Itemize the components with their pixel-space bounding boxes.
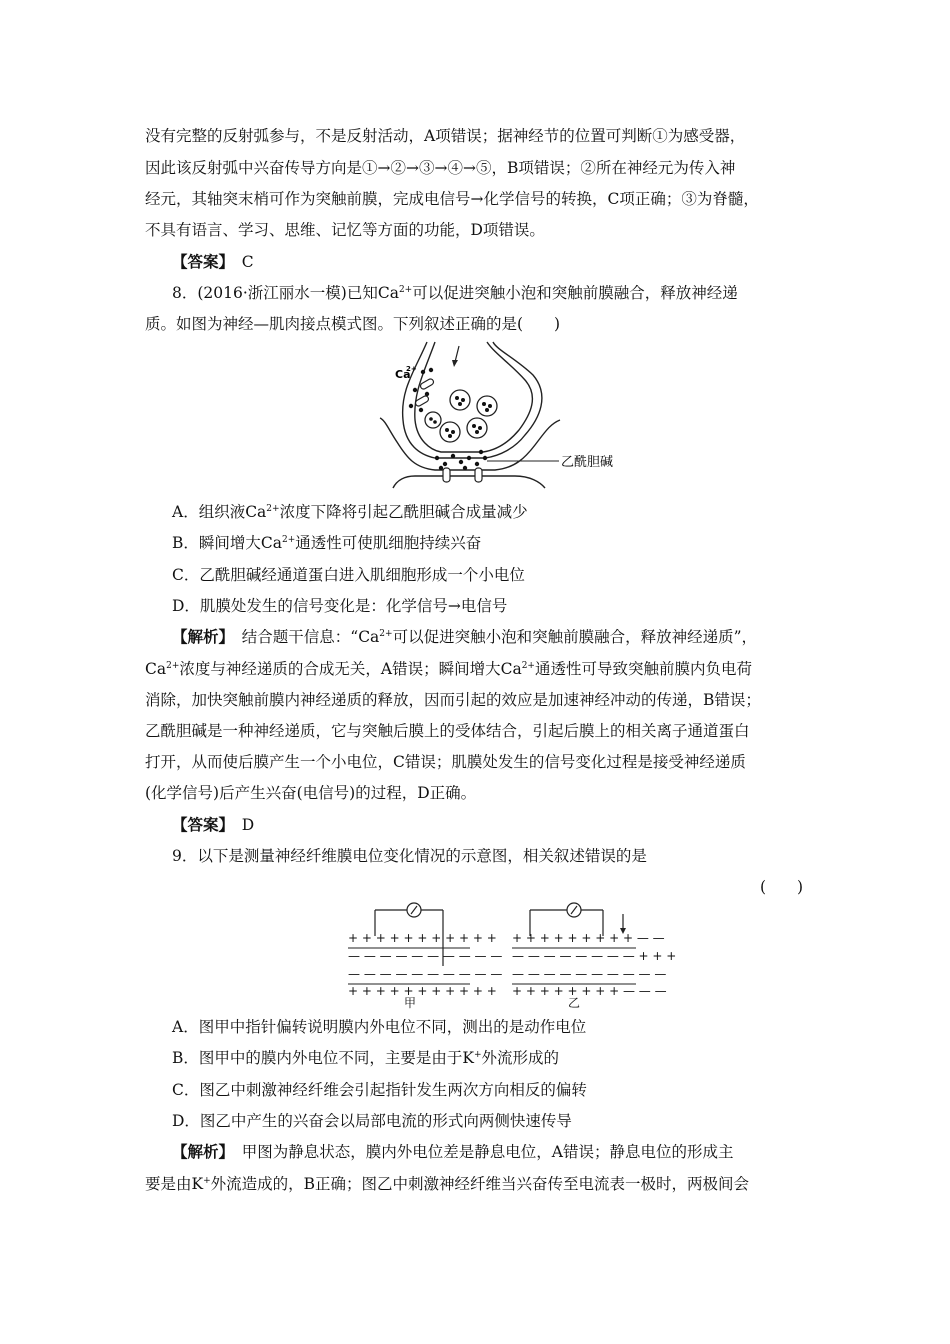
q9-stem: 9．以下是测量神经纤维膜电位变化情况的示意图，相关叙述错误的是 xyxy=(172,847,647,865)
q9-explanation-line: 要是由K+外流造成的，B正确；图乙中刺激神经纤维当兴奋传至电流表一极时，两极间会 xyxy=(145,1175,750,1193)
svg-text:+ + + + + + + + + + +: + + + + + + + + + + + xyxy=(348,984,497,998)
q8-option-d: D．肌膜处发生的信号变化是：化学信号→电信号 xyxy=(172,597,508,615)
membrane-potential-figure xyxy=(340,898,677,1010)
figure-yi xyxy=(512,903,676,1010)
answer-line xyxy=(172,252,254,272)
label-jia: 甲 xyxy=(404,996,417,1010)
svg-text:— — — — — — — — — —: — — — — — — — — — — xyxy=(512,967,667,981)
svg-text:+ + + + + + + + + — —: + + + + + + + + + — — xyxy=(512,931,665,945)
svg-text:— — — — — — — — + + +: — — — — — — — — + + + xyxy=(512,949,677,963)
q8-explanation-line: (化学信号)后产生兴奋(电信号)的过程，D正确。 xyxy=(145,784,477,802)
q8-explanation-line: 打开，从而使后膜产生一个小电位，C错误；肌膜处发生的信号变化过程是接受神经递质 xyxy=(145,753,746,771)
label-yi: 乙 xyxy=(568,996,581,1010)
q8-stem: 8．(2016·浙江丽水一模)已知$Ca^{2+}$可以促进突触小泡和突触前膜融合，释放神经递 xyxy=(172,284,738,302)
q8-option-c: C．乙酰胆碱经通道蛋白进入肌细胞形成一个小电位 xyxy=(172,566,525,584)
explanation-line: 不具有语言、学习、思维、记忆等方面的功能，D项错误。 xyxy=(145,221,545,239)
svg-text:— — — — — — — — — —: — — — — — — — — — — xyxy=(348,967,503,981)
q9-option-a: A．图甲中指针偏转说明膜内外电位不同，测出的是动作电位 xyxy=(172,1018,587,1036)
answer-value: C xyxy=(241,253,254,271)
synapse-figure xyxy=(375,340,635,490)
explanation-line: 没有完整的反射弧参与，不是反射活动，A项错误；据神经节的位置可判断①为感受器， xyxy=(145,127,746,145)
q8-explanation-line: 消除，加快突触前膜内神经递质的释放，因而引起的效应是加速神经冲动的传递，B错误； xyxy=(145,691,761,709)
answer-value: D xyxy=(241,816,255,834)
q8-option-b: B．瞬间增大$Ca^{2+}$通透性可使肌细胞持续兴奋 xyxy=(172,534,482,552)
q8-explanation-line: $Ca^{2+}$浓度与神经递质的合成无关，A错误；瞬间增大$Ca^{2+}$通透性可导致突触前膜内负电荷 xyxy=(145,660,752,678)
acetylcholine-label: 乙酰胆碱 xyxy=(561,455,614,470)
explanation-line: 经元，其轴突末梢可作为突触前膜，完成电信号→化学信号的转换，C项正确；③为脊髓， xyxy=(145,190,759,208)
explanation-line: 因此该反射弧中兴奋传导方向是①→②→③→④→⑤，B项错误；②所在神经元为传入神 xyxy=(145,159,736,177)
answer-line: 【答案】 D xyxy=(172,815,255,834)
svg-text:+ + + + + + + + — — —: + + + + + + + + — — — xyxy=(512,984,667,998)
q9-option-d: D．图乙中产生的兴奋会以局部电流的形式向两侧快速传导 xyxy=(172,1112,572,1130)
q9-option-b: B．图甲中的膜内外电位不同，主要是由于K+外流形成的 xyxy=(172,1049,560,1067)
q9-paren: ( ) xyxy=(760,878,804,896)
q8-option-a: A．组织液$Ca^{2+}$浓度下降将引起乙酰胆碱合成量减少 xyxy=(172,503,528,521)
q9-explanation: 【解析】 甲图为静息状态，膜内外电位差是静息电位，A错误；静息电位的形成主 xyxy=(172,1142,734,1161)
ca-label: Ca xyxy=(395,368,411,381)
ca-charge: 2+ xyxy=(406,365,417,373)
svg-text:— — — — — — — — — —: — — — — — — — — — — xyxy=(348,949,503,963)
q9-option-c: C．图乙中刺激神经纤维会引起指针发生两次方向相反的偏转 xyxy=(172,1081,587,1099)
q8-explanation-line: 乙酰胆碱是一种神经递质，它与突触后膜上的受体结合，引起后膜上的相关离子通道蛋白 xyxy=(145,722,750,740)
svg-text:+ + + + + + + + + + +: + + + + + + + + + + + xyxy=(348,931,497,945)
q8-stem-cont: 质。如图为神经—肌肉接点模式图。下列叙述正确的是( ) xyxy=(145,315,561,333)
q8-explanation: 【解析】 结合题干信息：“$Ca^{2+}$可以促进突触小泡和突触前膜融合，释放神经递质”， xyxy=(172,627,758,646)
figure-jia xyxy=(348,903,502,1010)
answer-label: 【答案】 xyxy=(172,252,227,271)
